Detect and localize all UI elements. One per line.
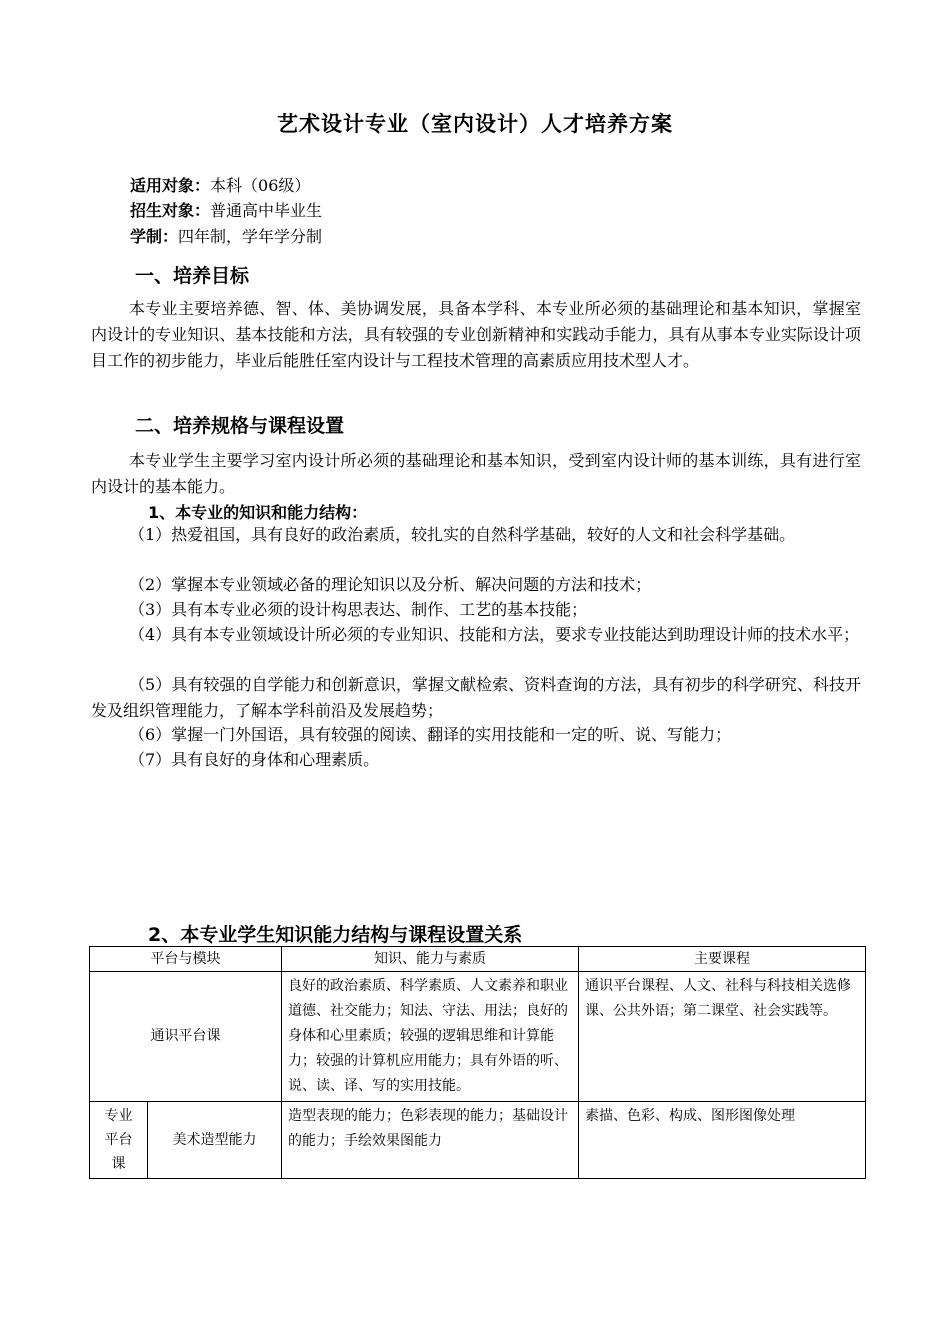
list-item: （6）掌握一门外国语，具有较强的阅读、翻译的实用技能和一定的听、说、写能力； <box>129 725 732 744</box>
meta-label: 学制： <box>130 227 179 246</box>
meta-enrollment <box>130 200 322 222</box>
meta-value: 本科（06级） <box>210 176 311 195</box>
meta-label: 招生对象： <box>130 201 211 220</box>
platform-line: 课 <box>111 1156 126 1172</box>
list-item: （2）掌握本专业领域必备的理论知识以及分析、解决问题的方法和技术； <box>129 575 652 594</box>
meta-applicable <box>130 175 310 197</box>
module-cell: 美术造型能力 <box>148 1102 282 1179</box>
platform-line: 专业 <box>104 1108 133 1124</box>
meta-value: 普通高中毕业生 <box>210 201 323 220</box>
platform-cell <box>90 1102 148 1179</box>
list-item: （3）具有本专业必须的设计构思表达、制作、工艺的基本技能； <box>129 600 588 619</box>
meta-label: 适用对象： <box>130 176 211 195</box>
knowledge-cell: 良好的政治素质、科学素质、人文素养和职业道德、社交能力；知法、守法、用法；良好的身体和心里素质；较强的逻辑思维和计算能力；较强的计算机应用能力；具有外语的听、说、读、译、写的实用技能。 <box>282 972 579 1102</box>
list-item: （4）具有本专业领域设计所必须的专业知识、技能和方法，要求专业技能达到助理设计师的技术水平； <box>129 625 860 644</box>
platform-line: 平台 <box>104 1132 133 1148</box>
relation-table <box>89 946 866 1179</box>
list-item: （1）热爱祖国，具有良好的政治素质，较扎实的自然科学基础，较好的人文和社会科学基础。 <box>129 525 796 544</box>
page-title: 艺术设计专业（室内设计）人才培养方案 <box>277 112 673 136</box>
table-header-cell: 平台与模块 <box>90 947 282 972</box>
list-item: （7）具有良好的身体和心理素质。 <box>129 750 380 769</box>
table-header-row <box>90 947 866 972</box>
subsection2-heading: 2、本专业学生知识能力结构与课程设置关系 <box>148 924 523 946</box>
meta-duration <box>130 226 322 248</box>
platform-cell: 通识平台课 <box>90 972 282 1102</box>
section1-heading: 一、培养目标 <box>135 265 250 287</box>
section2-paragraph: 本专业学生主要学习室内设计所必须的基础理论和基本知识，受到室内设计师的基本训练，具有进行室内设计的基本能力。 <box>91 451 861 496</box>
table-row <box>90 972 866 1102</box>
subsection1-heading: 1、本专业的知识和能力结构： <box>148 503 368 522</box>
courses-cell: 通识平台课程、人文、社科与科技相关选修课、公共外语；第二课堂、社会实践等。 <box>579 972 866 1102</box>
knowledge-cell: 造型表现的能力；色彩表现的能力；基础设计的能力；手绘效果图能力 <box>282 1102 579 1179</box>
section1-paragraph: 本专业主要培养德、智、体、美协调发展，具备本学科、本专业所必须的基础理论和基本知识，掌握室内设计的专业知识、基本技能和方法，具有较强的专业创新精神和实践动手能力，具有从事本专业实际设计项目工作的初步能力，毕业后能胜任室内设计与工程技术管理的高素质应用技术型人才。 <box>91 299 861 370</box>
table-header-cell: 主要课程 <box>579 947 866 972</box>
list-item: （5）具有较强的自学能力和创新意识，掌握文献检索、资料查询的方法，具有初步的科学研究、科技开发及组织管理能力，了解本学科前沿及发展趋势； <box>91 675 861 720</box>
table-row <box>90 1102 866 1179</box>
table-header-cell: 知识、能力与素质 <box>282 947 579 972</box>
section2-heading: 二、培养规格与课程设置 <box>135 415 345 437</box>
meta-value: 四年制，学年学分制 <box>178 227 323 246</box>
courses-cell: 素描、色彩、构成、图形图像处理 <box>579 1102 866 1179</box>
